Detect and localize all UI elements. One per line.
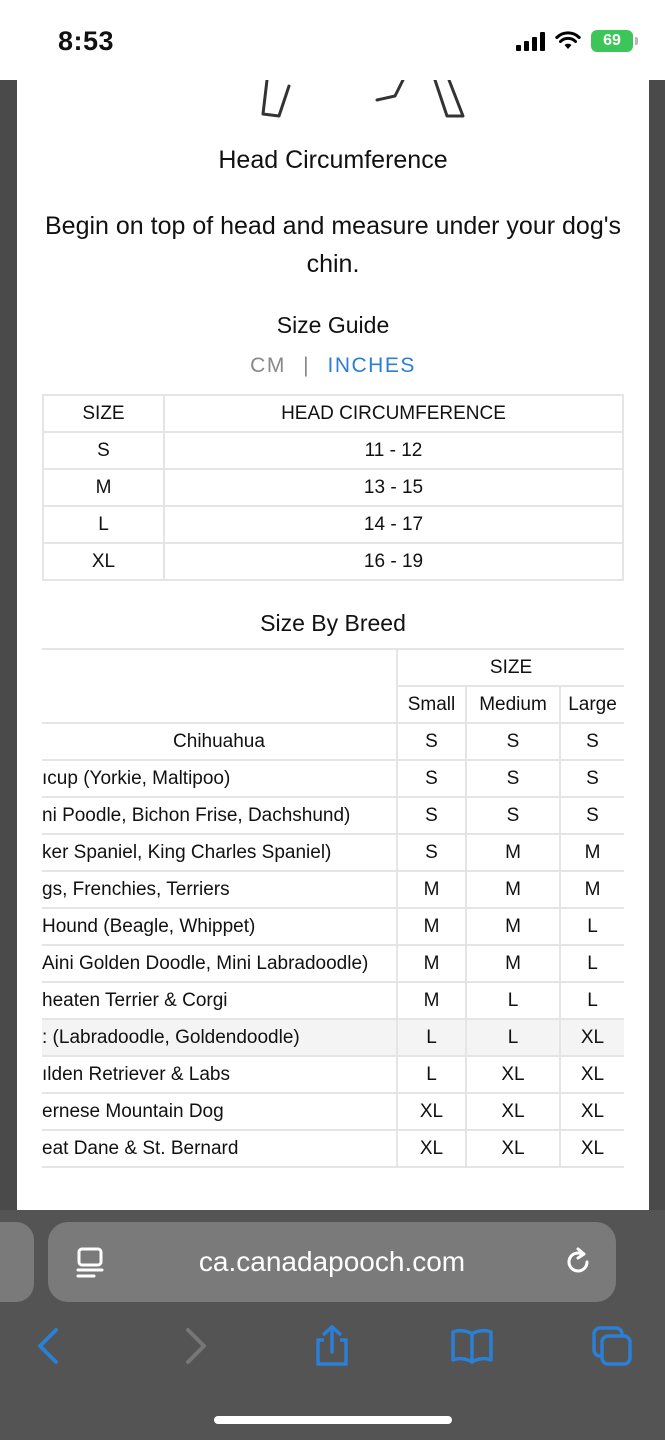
- column-header: Medium: [466, 686, 560, 723]
- table-row: [43, 432, 623, 469]
- breed-name: heaten Terrier & Corgi: [42, 982, 397, 1019]
- bookmarks-icon[interactable]: [450, 1324, 494, 1368]
- table-row: [42, 1130, 624, 1167]
- breed-name: ni Poodle, Bichon Frise, Dachshund): [42, 797, 397, 834]
- dog-measurement-illustration: [17, 80, 649, 122]
- table-cell: L: [560, 908, 624, 945]
- breed-table-scroll[interactable]: [42, 648, 624, 1168]
- table-row: [42, 723, 624, 760]
- table-cell: L: [560, 982, 624, 1019]
- table-cell: XL: [560, 1130, 624, 1167]
- table-cell: S: [43, 432, 164, 469]
- table-cell: S: [560, 797, 624, 834]
- unit-inches-button[interactable]: INCHES: [327, 354, 416, 377]
- breed-name: eat Dane & St. Bernard: [42, 1130, 397, 1167]
- unit-separator: |: [303, 354, 311, 377]
- table-cell: L: [466, 982, 560, 1019]
- table-row: [42, 1019, 624, 1056]
- table-cell: XL: [466, 1056, 560, 1093]
- breed-name: Hound (Beagle, Whippet): [42, 908, 397, 945]
- column-header: Large: [560, 686, 624, 723]
- forward-icon[interactable]: [172, 1324, 216, 1368]
- table-row: [42, 908, 624, 945]
- table-cell: L: [397, 1056, 466, 1093]
- table-row: [42, 834, 624, 871]
- table-cell: L: [560, 945, 624, 982]
- table-cell: S: [466, 723, 560, 760]
- unit-toggle: [17, 354, 649, 378]
- section-title: Head Circumference: [218, 146, 448, 174]
- table-row: [42, 1093, 624, 1130]
- table-cell: M: [397, 982, 466, 1019]
- table-row: [42, 1056, 624, 1093]
- table-row: [42, 760, 624, 797]
- column-header: Small: [397, 686, 466, 723]
- size-guide-table: [42, 394, 624, 581]
- previous-tab-preview[interactable]: [0, 1222, 34, 1302]
- table-cell: M: [466, 834, 560, 871]
- table-cell: L: [466, 1019, 560, 1056]
- measure-instructions: Begin on top of head and measure under your dog's chin.: [44, 212, 621, 278]
- table-cell: L: [43, 506, 164, 543]
- column-header: HEAD CIRCUMFERENCE: [164, 395, 623, 432]
- table-cell: M: [560, 871, 624, 908]
- breed-name: ıcup (Yorkie, Maltipoo): [42, 760, 397, 797]
- table-row: [42, 982, 624, 1019]
- breed-name: Chihuahua: [42, 723, 397, 760]
- browser-toolbar: [0, 1210, 665, 1440]
- unit-cm-button[interactable]: CM: [250, 354, 286, 377]
- status-bar: [0, 0, 665, 80]
- breed-name: ernese Mountain Dog: [42, 1093, 397, 1130]
- table-cell: L: [397, 1019, 466, 1056]
- breed-column-header: [42, 649, 397, 723]
- size-by-breed-table: [42, 648, 624, 1168]
- table-cell: 16 - 19: [164, 543, 623, 580]
- web-page: [17, 80, 649, 1210]
- table-cell: M: [466, 871, 560, 908]
- size-group-header: SIZE: [397, 649, 624, 686]
- reload-icon[interactable]: [562, 1246, 594, 1278]
- table-cell: XL: [560, 1019, 624, 1056]
- table-cell: M: [397, 871, 466, 908]
- table-row: [42, 871, 624, 908]
- status-icons: [516, 30, 633, 52]
- table-cell: M: [397, 945, 466, 982]
- table-cell: M: [466, 945, 560, 982]
- back-icon[interactable]: [28, 1324, 72, 1368]
- share-icon[interactable]: [310, 1324, 354, 1368]
- table-cell: 13 - 15: [164, 469, 623, 506]
- cellular-signal-icon: [516, 31, 545, 51]
- table-cell: M: [43, 469, 164, 506]
- table-cell: XL: [397, 1093, 466, 1130]
- table-cell: 14 - 17: [164, 506, 623, 543]
- table-row: [43, 543, 623, 580]
- column-header: SIZE: [43, 395, 164, 432]
- wifi-icon: [555, 31, 581, 51]
- table-cell: XL: [466, 1130, 560, 1167]
- table-cell: S: [397, 834, 466, 871]
- breed-name: Aini Golden Doodle, Mini Labradoodle): [42, 945, 397, 982]
- table-cell: XL: [43, 543, 164, 580]
- table-cell: XL: [466, 1093, 560, 1130]
- table-cell: XL: [560, 1056, 624, 1093]
- table-cell: XL: [560, 1093, 624, 1130]
- status-time: 8:53: [58, 26, 115, 56]
- table-header-row: [42, 649, 624, 686]
- table-cell: S: [560, 760, 624, 797]
- battery-icon: [591, 30, 633, 52]
- battery-level: 69: [603, 32, 621, 49]
- size-guide-title: Size Guide: [276, 312, 390, 338]
- breed-name: ılden Retriever & Labs: [42, 1056, 397, 1093]
- url-text: ca.canadapooch.com: [198, 1246, 466, 1277]
- table-cell: S: [560, 723, 624, 760]
- table-cell: S: [397, 797, 466, 834]
- table-cell: XL: [397, 1130, 466, 1167]
- table-row: [42, 945, 624, 982]
- table-row: [43, 506, 623, 543]
- breed-name: : (Labradoodle, Goldendoodle): [42, 1019, 397, 1056]
- table-header-row: [43, 395, 623, 432]
- home-indicator[interactable]: [214, 1416, 452, 1424]
- tabs-icon[interactable]: [590, 1324, 634, 1368]
- table-row: [43, 469, 623, 506]
- table-cell: S: [466, 797, 560, 834]
- breed-table-title: Size By Breed: [260, 610, 406, 636]
- breed-name: gs, Frenchies, Terriers: [42, 871, 397, 908]
- table-cell: S: [397, 723, 466, 760]
- table-cell: M: [397, 908, 466, 945]
- breed-name: ker Spaniel, King Charles Spaniel): [42, 834, 397, 871]
- table-cell: S: [466, 760, 560, 797]
- table-cell: M: [560, 834, 624, 871]
- table-row: [42, 797, 624, 834]
- table-cell: M: [466, 908, 560, 945]
- table-cell: S: [397, 760, 466, 797]
- table-cell: 11 - 12: [164, 432, 623, 469]
- address-bar[interactable]: [48, 1222, 616, 1302]
